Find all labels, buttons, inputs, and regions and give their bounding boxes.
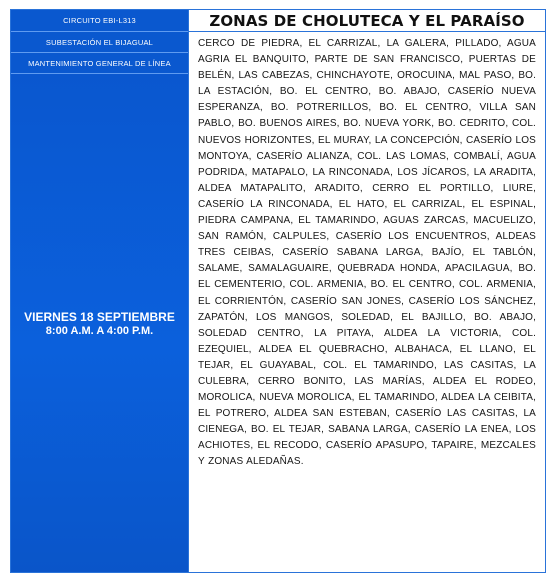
schedule-block — [11, 74, 188, 572]
outage-notice-card — [10, 9, 546, 573]
zones-column — [189, 10, 545, 572]
schedule-column — [11, 10, 189, 572]
circuit-label: CIRCUITO EBI-L313 — [11, 10, 188, 32]
zones-title: ZONAS DE CHOLUTECA Y EL PARAÍSO — [189, 10, 545, 32]
zones-list: CERCO DE PIEDRA, EL CARRIZAL, LA GALERA, PILLADO, AGUA AGRIA EL BANQUITO, PARTE DE SAN FRANCISCO, PUERTAS DE BELÉN, LAS CABEZAS, CHINCHAYOTE, OROCUINA, MAL PASO, BO. LA ESTACIÓN, BO. EL CENTRO, BO. ABAJO, CASERÍO NUEVA ESPERANZA, BO. POTRERILLOS, BO. EL CENTRO, VILLA SAN PABLO, BO. BUENOS AIRES, BO. NUEVA YORK, BO. CEDRITO, COL. NUEVOS HORIZONTES, EL MURAY, LA CONCEPCIÓN, CASERÍO LOS MONTOYA, CASERÍO ALIANZA, COL. LAS LOMAS, COMBALÍ, AGUA PODRIDA, MATAPALO, LA RINCONADA, LOS JÍCAROS, LA ARADITA, ALDEA MATAPALITO, ARADITO, CERRO EL PORTILLO, LIURE, CASERÍO LA RINCONADA, EL HATO, EL CARRIZAL, EL ESPINAL, PIEDRA CAMPANA, EL TAMARINDO, AGUAS ZARCAS, MACUELIZO, SAN RAMÓN, CALPULES, CASERÍO LOS ENCUENTROS, ALDEAS TRES CEIBAS, CASERÍO SABANA LARGA, BAJÍO, EL TABLÓN, SALAME, SAMALAGUAIRE, QUEBRADA HONDA, APACILAGUA, BO. EL CEMENTERIO, COL. ARMENIA, BO. EL CENTRO, COL. ARMENIA, EL CORRIENTÓN, CASERÍO SAN JONES, CASERÍO LOS SÁNCHEZ, ZAPATÓN, LOS MANGOS, SOLEDAD, EL BAJILLO, BO. ABAJO, SOLEDAD CENTRO, LA PITAYA, ALDEA LA VICTORIA, COL. EZEQUIEL, ALDEA EL QUEBRACHO, ALBAHACA, EL LLANO, EL TEJAR, EL GUAYABAL, COL. EL TAMARINDO, LAS CASITAS, LA CULEBRA, CERRO BONITO, LAS MARÍAS, ALDEA EL RODEO, MOROLICA, NUEVA MOROLICA, EL TAMARINDO, ALDEA LA CEIBITA, EL POTRERO, ALDEA SAN ESTEBAN, CASERÍO LAS CASITAS, LA CIENEGA, BO. EL TEJAR, SABANA LARGA, CASERÍO LA ENEA, LOS ACHIOTES, EL RECODO, CASERÍO APASUPO, TAPAIRE, MEZCALES Y ZONAS ALEDAÑAS. — [198, 38, 536, 468]
outage-time: 8:00 A.M. A 4:00 P.M. — [45, 325, 154, 337]
substation-label: SUBESTACIÓN EL BIJAGUAL — [11, 32, 188, 53]
work-type-label: MANTENIMIENTO GENERAL DE LÍNEA — [11, 53, 188, 74]
outage-date: VIERNES 18 SEPTIEMBRE — [24, 310, 175, 324]
